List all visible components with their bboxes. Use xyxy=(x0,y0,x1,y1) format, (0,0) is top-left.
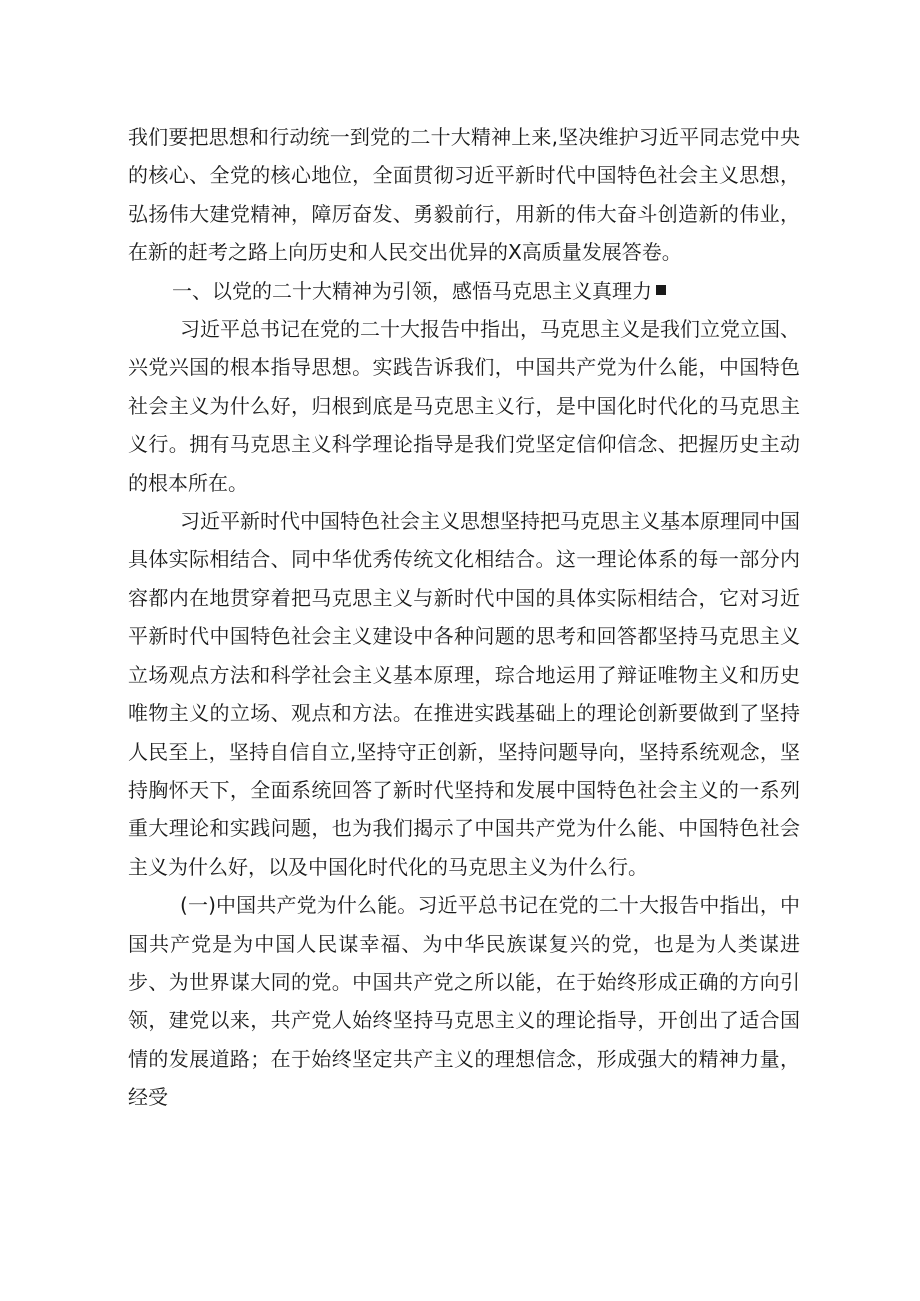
square-marker-icon xyxy=(656,285,666,295)
section-heading-text: 一、以党的二十大精神为引领，感悟马克思主义真理力 xyxy=(172,278,652,303)
paragraph-intro: 我们要把思想和行动统一到党的二十大精神上来,坚决维护习近平同志党中央的核心、全党的核心地位，全面贯彻习近平新时代中国特色社会主义思想，弘扬伟大建党精神，障厉奋发、勇毅前行，用新的伟大奋斗创造新的伟业，在新的赶考之路上向历史和人民交出优异的X高质量发展答卷。 xyxy=(128,125,800,265)
section-heading-1 xyxy=(128,272,800,310)
paragraph-2: 习近平新时代中国特色社会主义思想坚持把马克思主义基本原理同中国具体实际相结合、同中华优秀传统文化相结合。这一理论体系的每一部分内容都内在地贯穿着把马克思主义与新时代中国的具体实际相结合，它对习近平新时代中国特色社会主义建设中各种问题的思考和回答都坚持马克思主义立场观点方法和科学社会主义基本原理，琮合地运用了辩证唯物主义和历史唯物主义的立场、观点和方法。在推进实践基础上的理论创新要做到了坚持人民至上，坚持自信自立,坚持守正创新，坚持问题导向，坚持系统观念，坚持胸怀天下，全面系统回答了新时代坚持和发展中国特色社会主义的一系列重大理论和实践问题，也为我们揭示了中国共产党为什么能、中国特色社会主义为什么好，以及中国化时代化的马克思主义为什么行。 xyxy=(128,509,800,879)
paragraph-3: (一)中国共产党为什么能。习近平总书记在党的二十大报告中指出，中国共产党是为中国人民谋幸福、为中华民族谋复兴的党，也是为人类谋进步、为世界谋大同的党。中国共产党之所以能，在于始终形成正确的方向引领，建党以来，共产党人始终坚持马克思主义的理论指导，开创出了适合国情的发展道路；在于始终坚定共产主义的理想信念，形成强大的精神力量，经受 xyxy=(128,893,800,1110)
paragraph-1: 习近平总书记在党的二十大报告中指出，马克思主义是我们立党立国、兴党兴国的根本指导思想。实践告诉我们，中国共产党为什么能，中国特色社会主义为什么好，归根到底是马克思主义行，是中国化时代化的马克思主义行。拥有马克思主义科学理论指导是我们党坚定信仰信念、把握历史主动的根本所在。 xyxy=(128,317,800,495)
document-body xyxy=(128,118,800,1117)
